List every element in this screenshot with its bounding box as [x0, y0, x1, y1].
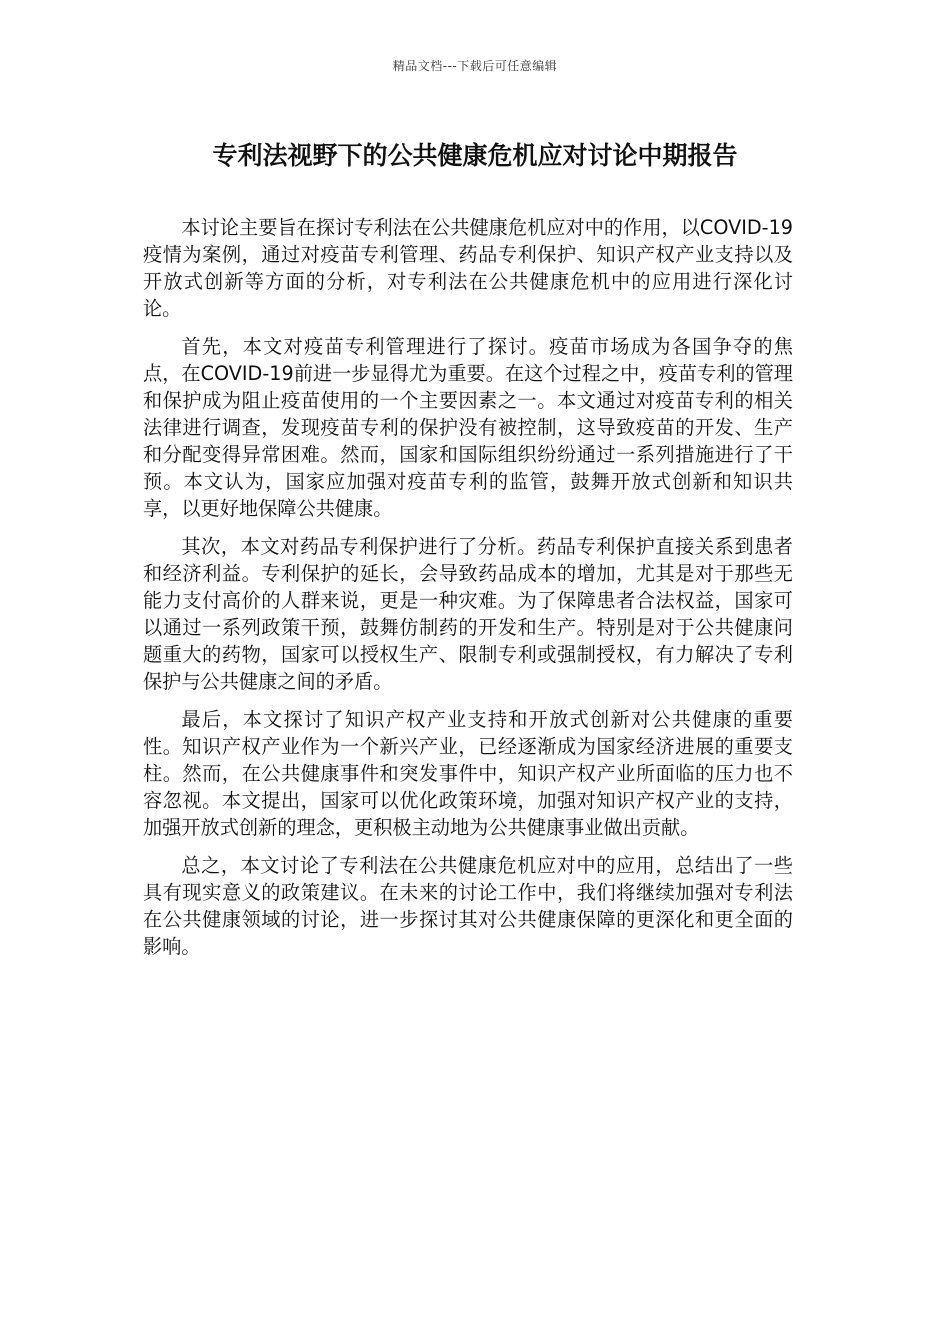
page-header: 精品文档---下载后可任意编辑	[392, 59, 558, 73]
paragraph-vaccine-patents: 首先，本文对疫苗专利管理进行了探讨。疫苗市场成为各国争夺的焦点，在COVID-19前进一步显得尤为重要。在这个过程之中，疫苗专利的管理和保护成为阻止疫苗使用的一个主要因素之一。本文通过对疫苗专利的相关法律进行调查，发现疫苗专利的保护没有被控制，这导致疫苗的开发、生产和分配变得异常困难。然而，国家和国际组织纷纷通过一系列措施进行了干预。本文认为，国家应加强对疫苗专利的监管，鼓舞开放式创新和知识共享，以更好地保障公共健康。	[143, 335, 793, 520]
document-title: 专利法视野下的公共健康危机应对讨论中期报告	[212, 141, 738, 170]
paragraph-ip-industry: 最后，本文探讨了知识产权产业支持和开放式创新对公共健康的重要性。知识产权产业作为一个新兴产业，已经逐渐成为国家经济进展的重要支柱。然而，在公共健康事件和突发事件中，知识产权产业所面临的压力也不容忽视。本文提出，国家可以优化政策环境，加强对知识产权产业的支持，加强开放式创新的理念，更积极主动地为公共健康事业做出贡献。	[143, 708, 793, 839]
paragraph-conclusion: 总之，本文讨论了专利法在公共健康危机应对中的应用，总结出了一些具有现实意义的政策建议。在未来的讨论工作中，我们将继续加强对专利法在公共健康领域的讨论，进一步探讨其对公共健康保障的更深化和更全面的影响。	[143, 854, 793, 958]
document-body	[143, 214, 793, 971]
paragraph-intro: 本讨论主要旨在探讨专利法在公共健康危机应对中的作用，以COVID-19疫情为案例，通过对疫苗专利管理、药品专利保护、知识产权产业支持以及开放式创新等方面的分析，对专利法在公共健康危机中的应用进行深化讨论。	[143, 216, 793, 320]
paragraph-drug-patents: 其次，本文对药品专利保护进行了分析。药品专利保护直接关系到患者和经济利益。专利保护的延长，会导致药品成本的增加，尤其是对于那些无能力支付高价的人群来说，更是一种灾难。为了保障患者合法权益，国家可以通过一系列政策干预，鼓舞仿制药的开发和生产。特别是对于公共健康问题重大的药物，国家可以授权生产、限制专利或强制授权，有力解决了专利保护与公共健康之间的矛盾。	[143, 535, 793, 693]
